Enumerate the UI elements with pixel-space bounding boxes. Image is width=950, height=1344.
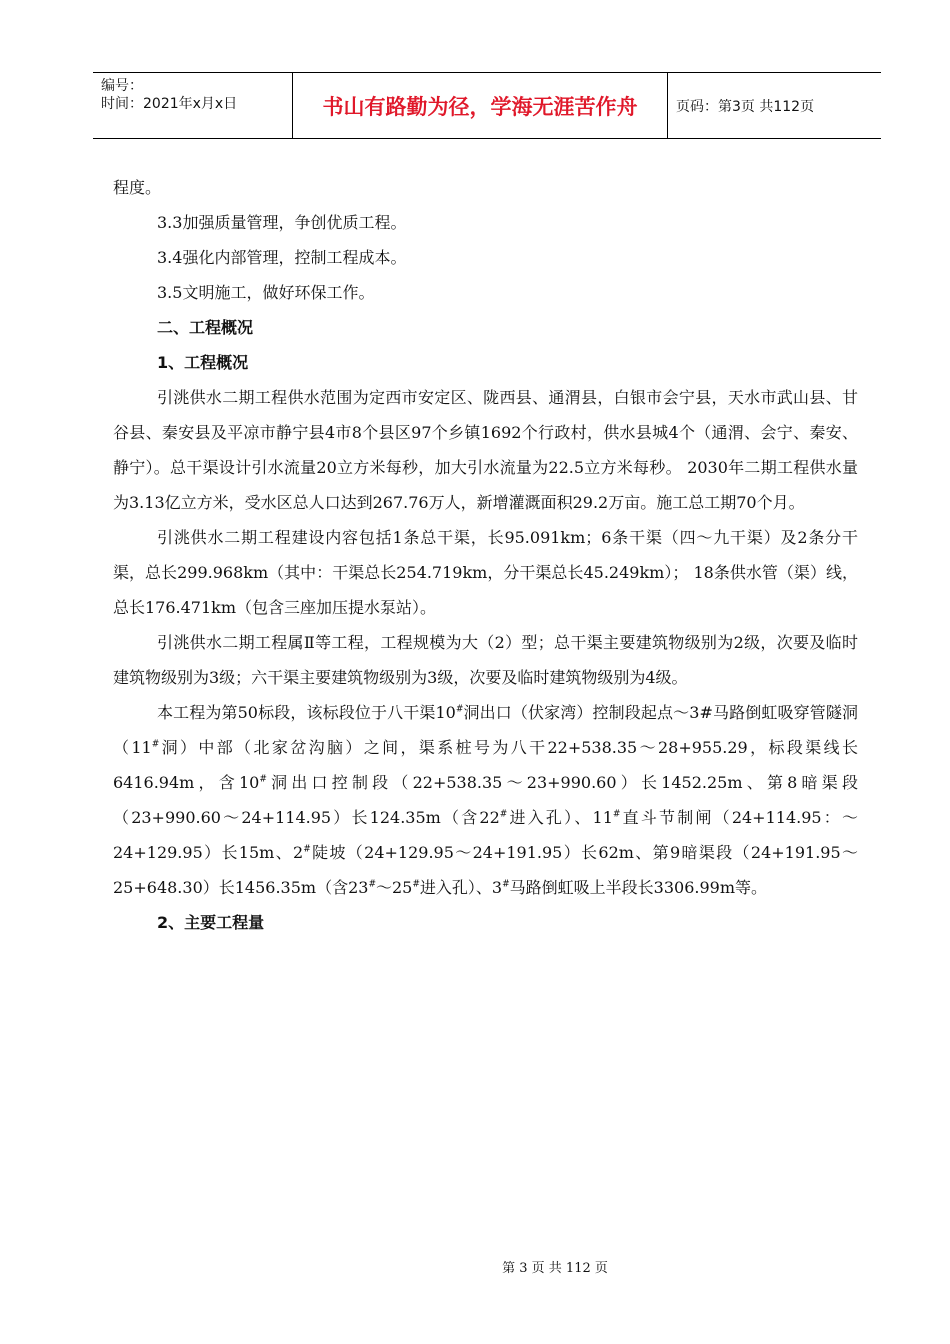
superscript: # [259, 774, 267, 785]
section-heading: 二、工程概况 [157, 318, 254, 337]
text-run: 洞）中部（北家岔沟脑）之间，渠系桩号为八干22+538.35～28+955.29，标段渠线长6416.94m，含10 [113, 738, 858, 792]
subsection-heading: 1、工程概况 [157, 353, 249, 372]
page-header [93, 72, 881, 139]
superscript: # [412, 879, 420, 890]
text-run: 马路倒虹吸上半段长3306.99m等。 [509, 878, 767, 897]
text-run: 本工程为第50标段，该标段位于八干渠10 [157, 703, 456, 722]
time-label: 时间：2021年x月x日 [101, 96, 238, 112]
paragraph-section-50 [113, 695, 858, 905]
paragraph: 引洮供水二期工程供水范围为定西市安定区、陇西县、通渭县，白银市会宁县，天水市武山县、甘谷县、秦安县及平凉市静宁县4市8个县区97个乡镇1692个行政村，供水县城4个（通渭、会宁、秦安、静宁）。总干渠设计引水流量20立方米每秒，加大引水流量为22.5立方米每秒。 2030年二期工程供水量为3.13亿立方米，受水区总人口达到267.76万人，新增灌溉面积29.2万亩。施工总工期70个月。 [113, 388, 858, 512]
paragraph: 引洮供水二期工程属Ⅱ等工程，工程规模为大（2）型；总干渠主要建筑物级别为2级，次要及临时建筑物级别为3级；六干渠主要建筑物级别为3级，次要及临时建筑物级别为4级。 [113, 633, 858, 687]
superscript: # [499, 809, 508, 820]
header-page-label: 页码：第3页 共112页 [676, 98, 815, 115]
footer-page-number: 第 3 页 共 112 页 [502, 1261, 608, 1276]
text-run: 进入孔）、3 [419, 878, 503, 897]
page-footer [0, 1257, 950, 1276]
superscript: # [151, 739, 160, 750]
text-run: ～25 [376, 878, 413, 897]
header-meta [93, 73, 293, 138]
text-run: 进入孔）、11 [507, 808, 613, 827]
text-run: 洞出口控制段（22+538.35～23+990.60）长1452.25m、第8暗渠段（23+990.60～24+114.95）长124.35m（含22 [113, 773, 858, 827]
number-label: 编号： [101, 78, 143, 94]
text-run: 洞出口（伏家湾）控制段起点～3#马路倒虹吸穿管隧洞（11 [113, 703, 858, 757]
superscript: # [612, 809, 621, 820]
superscript: # [455, 704, 464, 715]
superscript: # [368, 879, 376, 890]
superscript: # [502, 879, 510, 890]
paragraph: 程度。 [113, 178, 162, 197]
text-run: 直斗节制闸（24+114.95：～24+129.95）长15m、2 [113, 808, 858, 862]
subsection-heading: 2、主要工程量 [157, 913, 265, 932]
header-motto: 书山有路勤为径，学海无涯苦作舟 [293, 73, 668, 138]
text-run: 陡坡（24+129.95～24+191.95）长62m、第9暗渠段（24+191.95～25+648.30）长1456.35m（含23 [113, 843, 859, 897]
superscript: # [303, 844, 311, 855]
paragraph: 引洮供水二期工程建设内容包括1条总干渠，长95.091km；6条干渠（四～九干渠）及2条分干渠，总长299.968km（其中：干渠总长254.719km，分干渠总长45.249km）； 18条供水管（渠）线，总长176.471km（包含三座加压提水泵站）。 [113, 528, 858, 617]
paragraph: 3.5文明施工，做好环保工作。 [157, 283, 375, 302]
paragraph: 3.4强化内部管理，控制工程成本。 [157, 248, 407, 267]
document-body [113, 170, 858, 940]
paragraph: 3.3加强质量管理，争创优质工程。 [157, 213, 407, 232]
